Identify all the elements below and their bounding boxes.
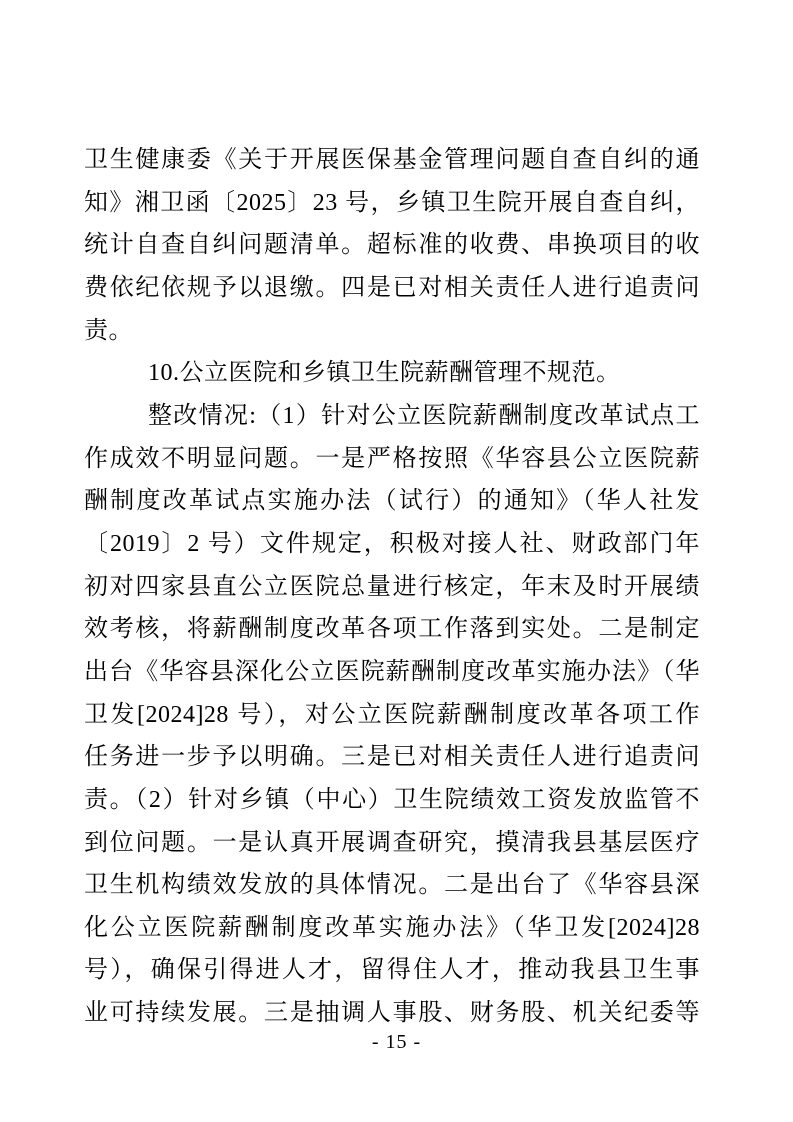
text-line: 化公立医院薪酬制度改革实施办法》（华卫发[2024]28 — [84, 914, 700, 941]
text-line: 卫发[2024]28 号），对公立医院薪酬制度改革各项工作 — [84, 701, 700, 728]
text-line: 卫生健康委《关于开展医保基金管理问题自查自纠的通 — [84, 147, 700, 173]
text-line: 费依纪依规予以退缴。四是已对相关责任人进行追责问 — [84, 274, 700, 301]
text-line: 作成效不明显问题。一是严格按照《华容县公立医院薪 — [84, 445, 700, 472]
text-line: 初对四家县直公立医院总量进行核定，年末及时开展绩 — [84, 573, 700, 600]
text-line: 责。（2）针对乡镇（中心）卫生院绩效工资发放监管不 — [84, 786, 700, 813]
text-line: 效考核，将薪酬制度改革各项工作落到实处。二是制定 — [84, 616, 700, 643]
page-number: - 15 - — [371, 1031, 422, 1053]
text-line: 责。 — [84, 317, 133, 344]
text-line: 业可持续发展。三是抽调人事股、财务股、机关纪委等 — [84, 1000, 700, 1027]
text-line: 10.公立医院和乡镇卫生院薪酬管理不规范。 — [148, 360, 621, 387]
text-line: 统计自查自纠问题清单。超标准的收费、串换项目的收 — [84, 232, 700, 259]
text-line: 号），确保引得进人才，留得住人才，推动我县卫生事 — [84, 957, 700, 984]
text-line: 出台《华容县深化公立医院薪酬制度改革实施办法》（华 — [84, 658, 700, 685]
text-line: 酬制度改革试点实施办法（试行）的通知》（华人社发 — [84, 488, 700, 515]
text-line: 〔2019〕2 号）文件规定，积极对接人社、财政部门年 — [84, 530, 700, 557]
body-text — [84, 139, 700, 1035]
text-line: 任务进一步予以明确。三是已对相关责任人进行追责问 — [84, 744, 700, 771]
text-line: 到位问题。一是认真开展调查研究，摸清我县基层医疗 — [84, 829, 700, 856]
text-line: 整改情况:（1）针对公立医院薪酬制度改革试点工 — [148, 402, 700, 429]
text-line: 知》湘卫函〔2025〕23 号，乡镇卫生院开展自查自纠， — [84, 189, 700, 216]
text-line: 卫生机构绩效发放的具体情况。二是出台了《华容县深 — [84, 872, 700, 899]
